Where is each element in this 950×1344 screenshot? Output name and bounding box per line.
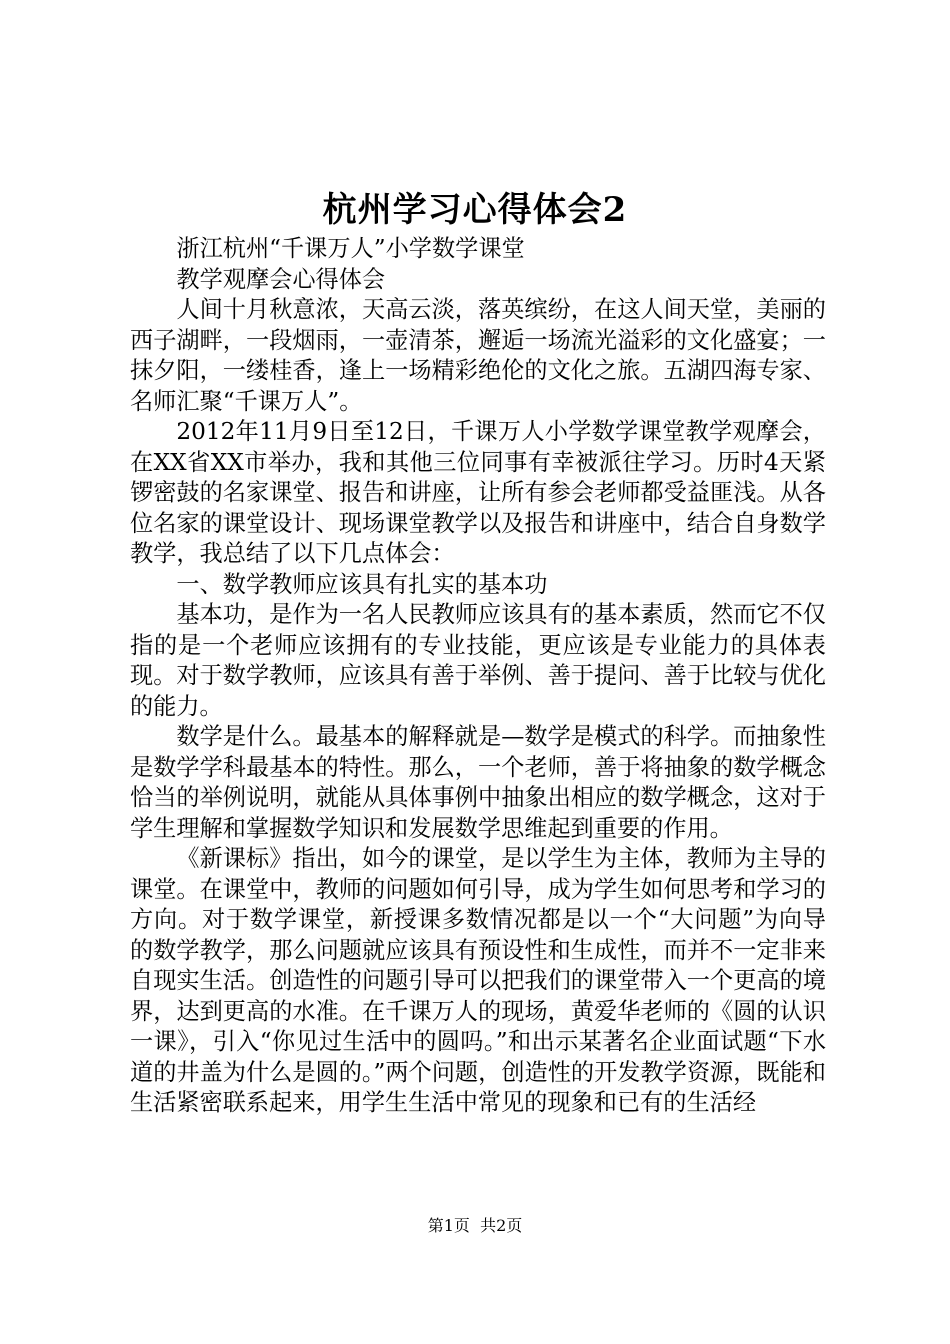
paragraph-subtitle-line1: 浙江杭州“千课万人”小学数学课堂 <box>176 235 525 262</box>
paragraph-event: 2012年11月9日至12日，千课万人小学数学课堂教学观摩会，在XX省XX市举办，我和其他三位同事有幸被派往学习。历时4天紧锣密鼓的名家课堂、报告和讲座，让所有参会老师都受益匪浅。从各位名家的课堂设计、现场课堂教学以及报告和讲座中，结合自身数学教学，我总结了以下几点体会： <box>130 418 826 567</box>
document-title: 杭州学习心得体会2 <box>322 190 628 230</box>
paragraph-what-is-math: 数学是什么。最基本的解释就是—数学是模式的科学。而抽象性是数学学科最基本的特性。那么，一个老师，善于将抽象的数学概念恰当的举例说明，就能从具体事例中抽象出相应的数学概念，这对于学生理解和掌握数学知识和发展数学思维起到重要的作用。 <box>130 723 826 842</box>
page-number-current: 第1页 <box>427 1216 470 1235</box>
paragraph-intro: 人间十月秋意浓，天高云淡，落英缤纷，在这人间天堂，美丽的西子湖畔，一段烟雨，一壶清茶，邂逅一场流光溢彩的文化盛宴；一抹夕阳，一缕桂香，逢上一场精彩绝伦的文化之旅。五湖四海专家、名师汇聚“千课万人”。 <box>130 296 826 415</box>
paragraph-subtitle-line2: 教学观摩会心得体会 <box>176 265 386 293</box>
document-body <box>130 234 826 1119</box>
paragraph-basic-skills: 基本功，是作为一名人民教师应该具有的基本素质，然而它不仅指的是一个老师应该拥有的专业技能，更应该是专业能力的具体表现。对于数学教师，应该具有善于举例、善于提问、善于比较与优化的能力。 <box>130 601 826 720</box>
paragraph-new-curriculum: 《新课标》指出，如今的课堂，是以学生为主体，教师为主导的课堂。在课堂中，教师的问题如何引导，成为学生如何思考和学习的方向。对于数学课堂，新授课多数情况都是以一个“大问题”为向导的数学教学，那么问题就应该具有预设性和生成性，而并不一定非来自现实生活。创造性的问题引导可以把我们的课堂带入一个更高的境界，达到更高的水准。在千课万人的现场，黄爱华老师的《圆的认识一课》，引入“你见过生活中的圆吗。”和出示某著名企业面试题“下水道的井盖为什么是圆的。”两个问题，创造性的开发教学资源，既能和生活紧密联系起来，用学生生活中常见的现象和已有的生活经 <box>130 845 826 1116</box>
section-heading-1: 一、数学教师应该具有扎实的基本功 <box>176 570 548 598</box>
page-footer <box>0 1216 950 1236</box>
page-number-total: 共2页 <box>480 1216 523 1235</box>
